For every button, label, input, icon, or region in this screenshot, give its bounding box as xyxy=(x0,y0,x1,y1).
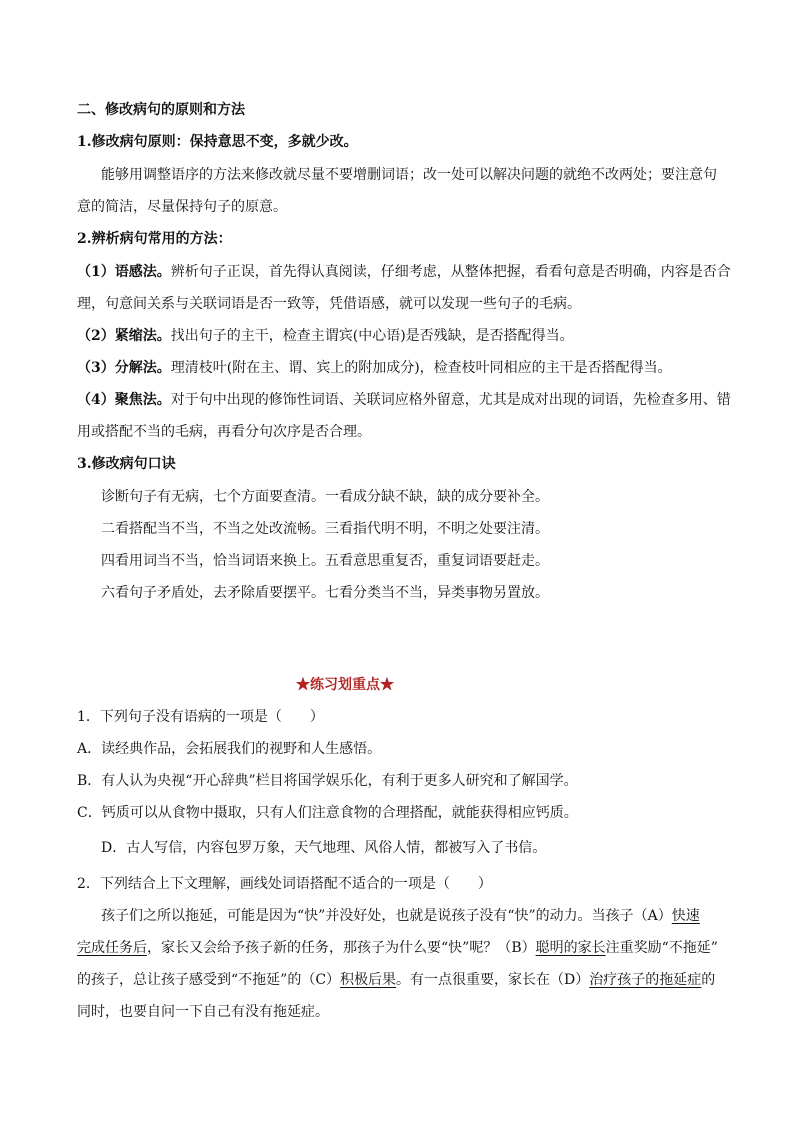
question-1-option-b[interactable]: B．有人认为央视“开心辞典”栏目将国学娱乐化，有利于更多人研究和了解国学。 xyxy=(77,773,578,789)
method-2-label: （2）紧缩法。 xyxy=(77,328,171,344)
practice-title: ★练习划重点★ xyxy=(296,677,394,693)
method-1-label: （1）语感法。 xyxy=(77,264,171,280)
method-4-text1: 对于句中出现的修饰性词语、关联词应格外留意，尤其是成对出现的词语，先检查多用、错 xyxy=(170,392,731,408)
principle-text-line2: 意的简洁，尽量保持句子的原意。 xyxy=(77,199,287,215)
method-3-label: （3）分解法。 xyxy=(77,360,171,376)
method-1-line2: 理，句意间关系与关联词语是否一致等，凭借语感，就可以发现一些句子的毛病。 xyxy=(77,296,581,312)
rhyme-line: 二看搭配当不当，不当之处改流畅。三看指代明不明，不明之处要注清。 xyxy=(101,521,549,537)
methods-title: 2.辨析病句常用的方法： xyxy=(77,231,232,247)
question-2-passage-line1 xyxy=(101,906,700,926)
question-2-passage-line3 xyxy=(77,970,715,990)
passage-text: 的 xyxy=(701,972,716,988)
method-4-label: （4）聚焦法。 xyxy=(77,392,171,408)
underlined-option-b: 聪明的家长 xyxy=(535,940,606,956)
section-heading: 二、修改病句的原则和方法 xyxy=(77,102,245,118)
question-1-option-c[interactable]: C．钙质可以从食物中摄取，只有人们注意食物的合理搭配，就能获得相应钙质。 xyxy=(77,805,578,821)
underlined-option-a: 快速 xyxy=(671,908,700,924)
question-1-stem: 1．下列句子没有语病的一项是（ ） xyxy=(77,709,324,725)
principle-title: 1.修改病句原则：保持意思不变，多就少改。 xyxy=(77,134,358,150)
rhyme-line: 四看用词当不当，恰当词语来换上。五看意思重复否，重复词语要赶走。 xyxy=(101,553,549,569)
passage-text: 孩子们之所以拖延，可能是因为“快”并没好处，也就是说孩子没有“快”的动力。当孩子（A） xyxy=(101,908,672,924)
method-3 xyxy=(77,358,672,378)
method-2-text: 找出句子的主干，检查主谓宾(中心语)是否残缺，是否搭配得当。 xyxy=(170,328,574,344)
underlined-option-c: 积极后果 xyxy=(340,972,397,988)
passage-text: ，家长又会给予孩子新的任务，那孩子为什么要“快”呢？（B） xyxy=(147,940,536,956)
question-2-stem: 2．下列结合上下文理解，画线处词语搭配不适合的一项是（ ） xyxy=(77,876,492,892)
passage-text: 的孩子，总让孩子感受到“不拖延”的（C） xyxy=(77,972,341,988)
method-1-text1: 辨析句子正误，首先得认真阅读，仔细考虑，从整体把握，看看句意是否明确，内容是否合 xyxy=(170,264,731,280)
underlined-option-d: 治疗孩子的拖延症 xyxy=(589,972,702,988)
rhyme-line: 诊断句子有无病，七个方面要查清。一看成分缺不缺，缺的成分要补全。 xyxy=(101,489,549,505)
principle-text-line1: 能够用调整语序的方法来修改就尽量不要增删词语；改一处可以解决问题的就绝不改两处；要注意句 xyxy=(101,167,717,183)
passage-text: 。有一点很重要，家长在（D） xyxy=(396,972,590,988)
method-1-line1 xyxy=(77,262,731,282)
underlined-option-a-cont: 完成任务后 xyxy=(77,940,147,956)
rhyme-line: 六看句子矛盾处，去矛除盾要摆平。七看分类当不当，异类事物另置放。 xyxy=(101,585,549,601)
method-2 xyxy=(77,326,574,346)
question-1-option-a[interactable]: A．读经典作品，会拓展我们的视野和人生感悟。 xyxy=(77,741,382,757)
question-1-option-d[interactable]: D．古人写信，内容包罗万象，天气地理、风俗人情，都被写入了书信。 xyxy=(101,840,547,856)
method-4-line1 xyxy=(77,390,731,410)
method-4-line2: 用或搭配不当的毛病，再看分句次序是否合理。 xyxy=(77,424,371,440)
method-3-text: 理清枝叶(附在主、谓、宾上的附加成分)，检查枝叶同相应的主干是否搭配得当。 xyxy=(170,360,672,376)
question-2-passage-line4: 同时，也要自问一下自己有没有拖延症。 xyxy=(77,1004,329,1020)
question-2-passage-line2 xyxy=(77,938,718,958)
rhyme-title: 3.修改病句口诀 xyxy=(77,456,176,472)
passage-text: 注重奖励“不拖延” xyxy=(605,940,718,956)
